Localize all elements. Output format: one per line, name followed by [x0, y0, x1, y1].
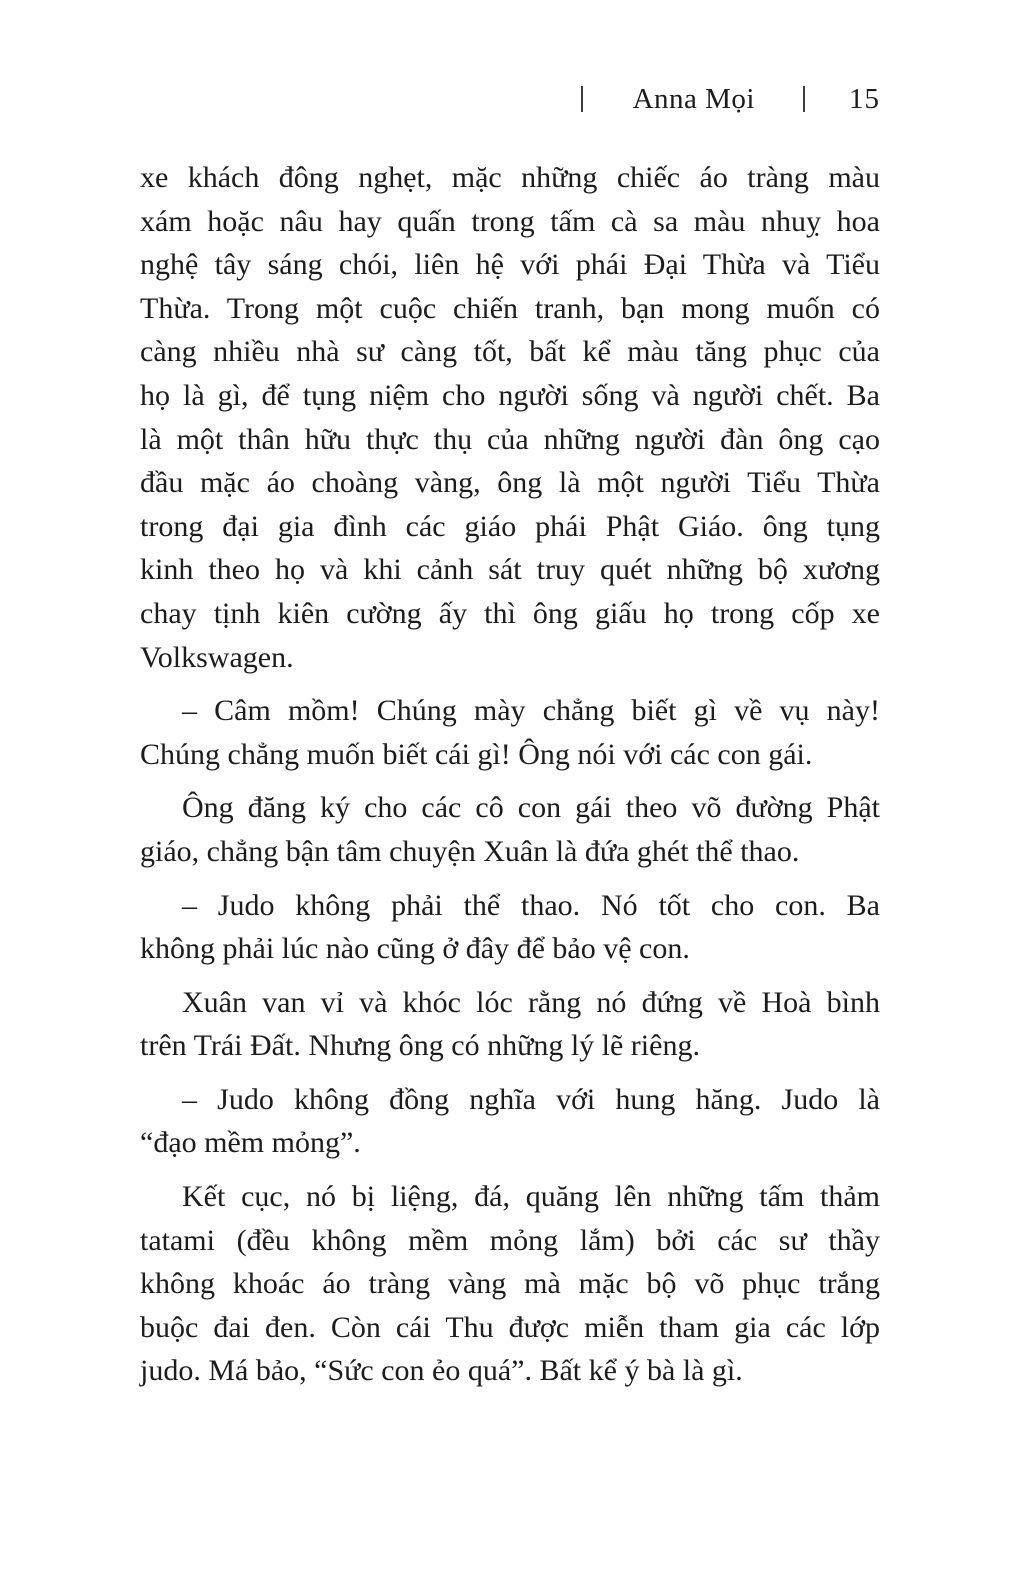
paragraph: [140, 1175, 880, 1393]
text-line: – Judo không phải thể thao. Nó tốt cho con. Ba: [182, 888, 880, 922]
text-line: xe khách đông nghẹt, mặc những chiếc áo tràng màu: [140, 161, 880, 194]
text-line: Kết cục, nó bị liệng, đá, quăng lên những tấm thảm: [182, 1180, 880, 1214]
text-line: không khoác áo tràng vàng mà mặc bộ võ phục trắng: [140, 1267, 880, 1301]
text-line: trên Trái Đất. Nhưng ông có những lý lẽ riêng.: [140, 1029, 700, 1063]
text-line: giáo, chẳng bận tâm chuyện Xuân là đứa ghét thể thao.: [140, 834, 800, 868]
text-line: là một thân hữu thực thụ của những người đàn ông cạo: [140, 422, 880, 456]
text-line: nghệ tây sáng chói, liên hệ với phái Đại Thừa và Tiểu: [140, 248, 880, 282]
text-line: Thừa. Trong một cuộc chiến tranh, bạn mong muốn có: [140, 291, 880, 325]
paragraph: [140, 689, 880, 776]
text-line: kinh theo họ và khi cảnh sát truy quét những bộ xương: [140, 553, 880, 587]
page-body: [140, 156, 880, 1393]
text-line: không phải lúc nào cũng ở đây để bảo vệ con.: [140, 932, 690, 966]
paragraph: [140, 1078, 880, 1165]
text-line: chay tịnh kiên cường ấy thì ông giấu họ trong cốp xe: [140, 596, 880, 630]
header-title: Anna Mọi: [632, 83, 755, 115]
text-line: họ là gì, để tụng niệm cho người sống và người chết. Ba: [140, 378, 880, 412]
text-line: đầu mặc áo choàng vàng, ông là một người Tiểu Thừa: [140, 466, 880, 500]
header-separator-left: [581, 86, 583, 112]
text-line: Chúng chẳng muốn biết cái gì! Ông nói với các con gái.: [140, 737, 813, 771]
text-line: “đạo mềm mỏng”.: [140, 1126, 361, 1160]
text-line: xám hoặc nâu hay quấn trong tấm cà sa màu nhuỵ hoa: [140, 204, 880, 238]
paragraph: [140, 981, 880, 1068]
text-line: – Judo không đồng nghĩa với hung hăng. Judo là: [182, 1082, 880, 1116]
running-header: [0, 82, 880, 116]
text-line: buộc đai đen. Còn cái Thu được miễn tham gia các lớp: [140, 1310, 880, 1344]
header-separator-right: [803, 86, 805, 112]
paragraph: [140, 786, 880, 873]
text-line: Ông đăng ký cho các cô con gái theo võ đường Phật: [182, 791, 880, 825]
page-number: 15: [849, 83, 880, 115]
text-line: Volkswagen.: [140, 640, 294, 674]
paragraph: [140, 156, 880, 679]
paragraph: [140, 884, 880, 971]
text-line: trong đại gia đình các giáo phái Phật Giáo. ông tụng: [140, 509, 880, 543]
text-line: càng nhiều nhà sư càng tốt, bất kể màu tăng phục của: [140, 335, 880, 369]
text-line: judo. Má bảo, “Sức con ẻo quá”. Bất kể ý bà là gì.: [140, 1354, 743, 1388]
text-line: Xuân van vỉ và khóc lóc rằng nó đứng về Hoà bình: [182, 985, 880, 1019]
text-line: – Câm mồm! Chúng mày chẳng biết gì về vụ này!: [182, 694, 880, 728]
text-line: tatami (đều không mềm mỏng lắm) bởi các sư thầy: [140, 1223, 880, 1257]
